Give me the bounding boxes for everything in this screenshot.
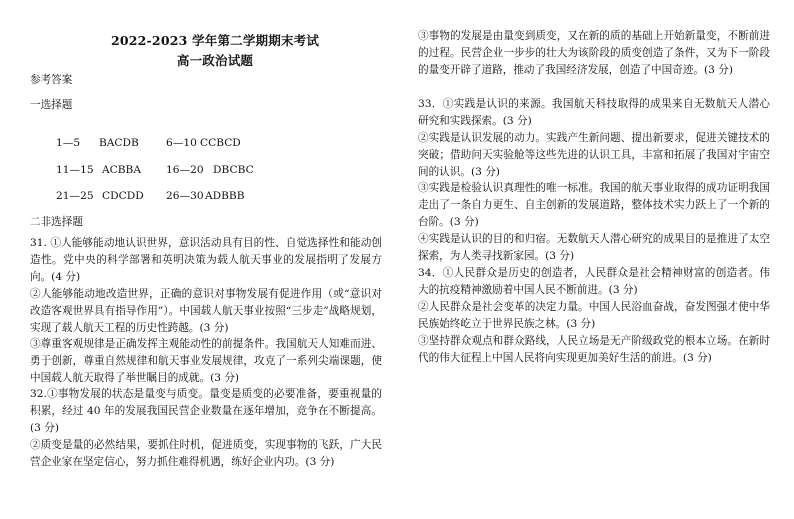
mc-row-1-answers: BACDB — [99, 137, 139, 149]
mc-row-1-answers2: CCBCD — [200, 137, 241, 149]
answer-32-1: 32.①事物发展的状态是量变与质变。量变是质变的必要准备，要重视量的积累，经过 40 年的发展我国民营企业数量在逐年增加，竞争在不断提高。(3 分) — [30, 388, 382, 434]
answer-33-2: ②实践是认识发展的动力。实践产生新问题、提出新要求，促进关键技术的突破；借助问天实验舱等这些先进的认识工具，丰富和拓展了我国对宇宙空间的认识。(3 分) — [418, 132, 770, 178]
section-nonchoice-label: 二非选择题 — [30, 216, 83, 228]
answer-32-2: ②质变是量的必然结果，要抓住时机，促进质变，实现事物的飞跃，广大民营企业家在坚定信心，努力抓住难得机遇，练好企业内功。(3 分) — [30, 439, 382, 468]
mc-row-2-answers: ACBBA — [102, 164, 141, 176]
mc-row-3-answers: CDCDD — [102, 190, 144, 202]
answer-31-1: 31. ①人能够能动地认识世界，意识活动具有目的性、自觉选择性和能动创造性。党中央的科学部署和英明决策为载人航天事业的发展指明了发展方向。(4 分) — [30, 237, 382, 283]
mc-row-3-range2: 26—30 — [166, 190, 204, 202]
mc-row-2-answers2: DBCBC — [213, 164, 254, 176]
answer-34-1: 34．①人民群众是历史的创造者，人民群众是社会精神财富的创造者。伟大的抗疫精神激励着中国人民不断前进。(3 分) — [418, 267, 770, 296]
answer-34-3: ③坚持群众观点和群众路线，人民立场是无产阶级政党的根本立场。在新时代的伟大征程上中国人民将向实现更加美好生活的前进。(3 分) — [418, 335, 770, 364]
answer-31-3: ③尊重客观规律是正确发挥主观能动性的前提条件。我国航天人知难而进、勇于创新，尊重自然规律和航天事业发展规律，攻克了一系列尖端课题，使中国载人航天取得了举世瞩目的成就。(3 分) — [30, 338, 382, 384]
mc-row-1-range2: 6—10 — [166, 137, 197, 149]
answer-34-2: ②人民群众是社会变革的决定力量。中国人民浴血奋战，奋发图强才使中华民族始终屹立于世界民族之林。(3 分) — [418, 301, 770, 330]
answer-33-3: ③实践是检验认识真理性的唯一标准。我国的航天事业取得的成功证明我国走出了一条自力更生、自主创新的发展道路，整体技术实力跃上了一个新的台阶。(3 分) — [418, 182, 770, 228]
answer-33-4: ④实践是认识的目的和归宿。无数航天人潜心研究的成果目的是推进了太空探索，为人类寻找新家园。(3 分) — [418, 233, 770, 262]
exam-subtitle: 高一政治试题 — [176, 53, 254, 68]
section-choice-label: 一选择题 — [30, 99, 73, 111]
mc-row-3-range: 21—25 — [56, 190, 94, 202]
mc-row-1-range: 1—5 — [56, 137, 81, 149]
answer-key-label: 参考答案 — [30, 74, 73, 86]
answer-33-1: 33．①实践是认识的来源。我国航天科技取得的成果来自无数航天人潜心研究和实践探索。(3 分) — [418, 98, 770, 127]
mc-row-2-range: 11—15 — [56, 164, 94, 176]
mc-row-2-range2: 16—20 — [166, 164, 204, 176]
answer-31-2: ②人能够能动地改造世界，正确的意识对事物发展有促进作用（或“意识对改造客观世界具有指导作用”）。中国载人航天事业按照“三步走”战略规划，实现了载人航天工程的历史性跨越。(3 分) — [30, 288, 382, 334]
answer-32-3: ③事物的发展是由量变到质变，又在新的质的基础上开始新量变，不断前进的过程。民营企业一步步的壮大为该阶段的质变创造了条件，又为下一阶段的量变开辟了道路，推动了我国经济发展，创造了中国奇迹。(3 分) — [418, 30, 770, 76]
mc-row-3-answers2: ADBBB — [205, 190, 245, 202]
exam-title: 2022-2023 学年第二学期期末考试 — [110, 33, 320, 48]
